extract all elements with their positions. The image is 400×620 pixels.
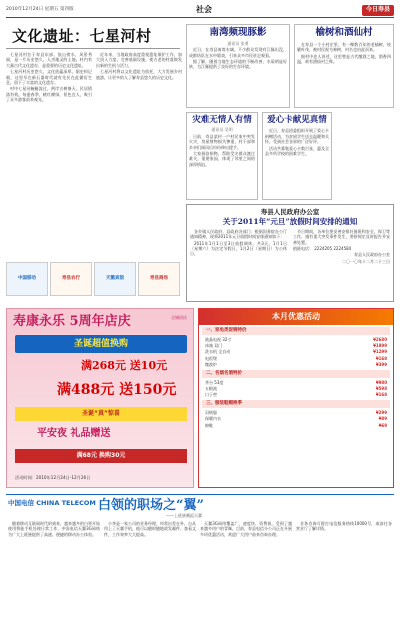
deal-item: 电饭煲 ¥168 bbox=[205, 355, 387, 361]
promo-title: 寿康永乐 5周年店庆 bbox=[13, 314, 131, 329]
article-title: 榆树和酒仙村 bbox=[315, 27, 373, 38]
ad-banner[interactable]: 天鹅宾馆 bbox=[94, 262, 136, 296]
paragraph: 近年来，当地政府高度重视遗址保护工作，加大投入力度，完善基础设施，使古老的村落焕发出新的生机与活力。 bbox=[96, 52, 182, 68]
paragraph: 近日，在寿县南湾水域，不少群众发现有江豚出没，成群结队在水中嬉戏，引来众多市民驻足观看。 bbox=[189, 47, 287, 58]
promo-badge: 全城同庆 bbox=[171, 315, 187, 320]
issue-page: 第四版 bbox=[59, 7, 74, 13]
deal-item: 液晶电视 32寸 ¥2680 bbox=[205, 336, 387, 342]
feature-col bbox=[296, 521, 392, 615]
paper-logo: 今日寿县 bbox=[362, 5, 394, 15]
deals-category: 二、名烟名酒特价 bbox=[202, 370, 390, 378]
paragraph: 在寿县一个小村庄里，有一棵数百年的老榆树，枝繁叶茂，被村民视为神树，村名也由此而来。 bbox=[297, 41, 391, 53]
paragraph: 村中七星河蜿蜒流过，两岸古树参天，民居错落有致。每逢春季，桃红柳绿，景色宜人，吸引了众多游客前来观光。 bbox=[6, 86, 92, 103]
monthly-deals-ad[interactable] bbox=[198, 308, 394, 488]
notice-date: 二〇一〇年十二月二十三日 bbox=[342, 258, 390, 264]
deal-item: 微波炉 ¥399 bbox=[205, 362, 387, 368]
deal-item: 冰箱 双门 ¥1899 bbox=[205, 342, 387, 348]
promo-slogan: 圣诞超值换购 bbox=[15, 335, 187, 353]
article-body-col2 bbox=[96, 52, 182, 258]
deal-item: 棉鞋 ¥69 bbox=[205, 422, 387, 428]
paragraph: 近日，寿县团委组织开展了爱心卡捐赠活动，为贫困学生送去温暖和关怀，受到社会各界的广泛好评。 bbox=[265, 128, 329, 145]
ad-banner[interactable]: 寿县商场 bbox=[138, 262, 180, 296]
article-title: 灾难无情人有情 bbox=[192, 115, 252, 125]
promo-banner: 圣诞“真”惊喜 bbox=[15, 407, 187, 421]
feature-col bbox=[8, 521, 100, 615]
page-header bbox=[6, 4, 394, 18]
paragraph: 据村中老人讲述，这里曾是古代酿酒之地，酒香四溢，故有酒仙村之称。 bbox=[297, 53, 391, 64]
deal-item: 五粮液 ¥598 bbox=[205, 385, 387, 391]
article-body-col1 bbox=[6, 52, 92, 258]
notice-title: 关于2011年“元旦”放假时间安排的通知 bbox=[222, 216, 358, 226]
paragraph: 天翼3G网络覆盖广、速度快、资费低，受到了越来越多用户的青睐。目前，寿县电信分公司正在开展多项优惠活动，欢迎广大用户前来咨询办理。 bbox=[200, 521, 292, 537]
paragraph: 大家捐款捐物，帮助受灾群众渡过难关，重建家园，体现了邻里之间的深厚情谊。 bbox=[189, 151, 255, 167]
notice-issuer: 寿县人民政府办公室 bbox=[260, 208, 320, 216]
telecom-logo: 中国电信 CHINA TELECOM bbox=[8, 499, 96, 507]
deals-category: 一、家电类促销特价 bbox=[202, 327, 390, 335]
ad-strip bbox=[6, 262, 180, 296]
promo-offer: 平安夜 礼品赠送 bbox=[37, 428, 111, 439]
feature-col bbox=[104, 521, 196, 615]
deal-item: 羽绒服 ¥299 bbox=[205, 409, 387, 415]
promo-banner: 满68元 换购30元 bbox=[15, 449, 187, 463]
deal-item: 洗衣机 全自动 ¥1299 bbox=[205, 349, 387, 355]
feature-col bbox=[200, 521, 292, 615]
feature-subtitle: ——上班族邂逅天翼 bbox=[166, 513, 202, 518]
deal-item: 保暖内衣 ¥89 bbox=[205, 416, 387, 422]
section-title: 社会 bbox=[196, 5, 212, 14]
article-box bbox=[186, 24, 290, 108]
deal-item: 茅台 53度 ¥980 bbox=[205, 379, 387, 385]
paragraph: 2011年1月1日至3日放假调休，共3天。1月1日（星期六）为法定节假日，1月2日（星期日）为公休日。 bbox=[190, 240, 287, 257]
phone-number: 2224205 bbox=[314, 246, 333, 252]
article-box bbox=[262, 112, 332, 200]
issue-date: 2010年12月24日 bbox=[6, 7, 44, 13]
article-box bbox=[294, 24, 394, 108]
article-title: 文化遗址：七星河村 bbox=[12, 27, 152, 45]
ad-banner[interactable]: 寿县农行 bbox=[50, 262, 92, 296]
paragraph: 据了解，随着当地生态环境的不断改善，水质明显好转，为江豚提供了良好的生存环境。 bbox=[189, 58, 287, 70]
paragraph: 节日期间，各单位要妥善安排好值班和安全、保卫等工作，遇有重大突发事件发生，要按规定及时报告并妥善处置。 bbox=[293, 228, 390, 245]
promo-dates: 活动时间：2010年12月24日-12月26日 bbox=[15, 475, 91, 480]
promo-offer: 满268元 送10元 bbox=[81, 359, 168, 372]
article-title: 南湾频现豚影 bbox=[209, 27, 267, 38]
article-box bbox=[186, 112, 258, 200]
paragraph: 七星河村将以文化遗址为依托，大力发展乡村旅游，让更多的人了解寿县悠久的历史文化。 bbox=[96, 69, 182, 80]
paragraph: 七星河村历史悠久，文化底蕴深厚。据史料记载，这里早在新石器时代就有先民在此繁衍生息，留下了丰富的文化遗存。 bbox=[6, 69, 92, 85]
divider bbox=[6, 48, 180, 49]
government-notice bbox=[186, 204, 394, 302]
notice-body bbox=[190, 229, 390, 264]
store-promo-ad[interactable] bbox=[6, 308, 194, 488]
issue-weekday: 星期五 bbox=[44, 7, 59, 13]
paragraph: 业务咨询可拨打电信服务热线10000号，或前往各营业厅了解详情。 bbox=[296, 521, 392, 532]
telecom-feature bbox=[6, 494, 394, 616]
phone-number: 2224584 bbox=[333, 246, 352, 252]
paragraph: 七星河村位于寿县东部，依山傍水，风景秀丽，是一片历史悠久、人杰地灵的土地。村内有大量古代文化遗存，是重要的历史文化遗址。 bbox=[6, 52, 92, 68]
notice-signature: 寿县人民政府办公室 bbox=[354, 252, 390, 258]
article-title: 爱心卡献见真情 bbox=[267, 115, 327, 125]
ad-banner[interactable]: 中国移动 bbox=[6, 262, 48, 296]
paragraph: 活动共募集爱心卡数百张，惠及全县多所学校的困难学生。 bbox=[265, 145, 329, 157]
deal-item: 口子窖 ¥168 bbox=[205, 392, 387, 398]
deals-title: 本月优惠活动 bbox=[199, 309, 393, 325]
feature-title: 白领的职场之“翼” bbox=[98, 498, 204, 513]
paragraph: 日前，寿县某村一户村民家中突发火灾，房屋财物损失惨重，村干部和乡亲们闻讯后纷纷伸出援手。 bbox=[189, 133, 255, 150]
promo-offer: 满488元 送150元 bbox=[57, 382, 177, 398]
contact-label: 值班电话： bbox=[293, 246, 313, 252]
byline: 通讯员 张勇 bbox=[227, 40, 249, 46]
paragraph: 各乡镇人民政府，县政府各部门：根据国务院办公厅通知精神，现将2011年元旦放假时间安排通知如下： bbox=[190, 228, 287, 240]
paragraph: 随着移动互联网时代的到来，越来越多的白领开始使用智能手机处理日常工作。中国电信天翼3G网络为广大上班族提供了高速、便捷的移动办公体验。 bbox=[8, 521, 100, 537]
issue-meta bbox=[6, 7, 74, 13]
paragraph: 小李是一家公司的业务经理，经常出差在外。自从用上了天翼手机，他可以随时随地收发邮件、查看文件，工作效率大大提高。 bbox=[104, 521, 196, 537]
byline: 通讯员 吴明 bbox=[211, 127, 233, 133]
deals-category: 三、服装鞋帽换季 bbox=[202, 400, 390, 408]
